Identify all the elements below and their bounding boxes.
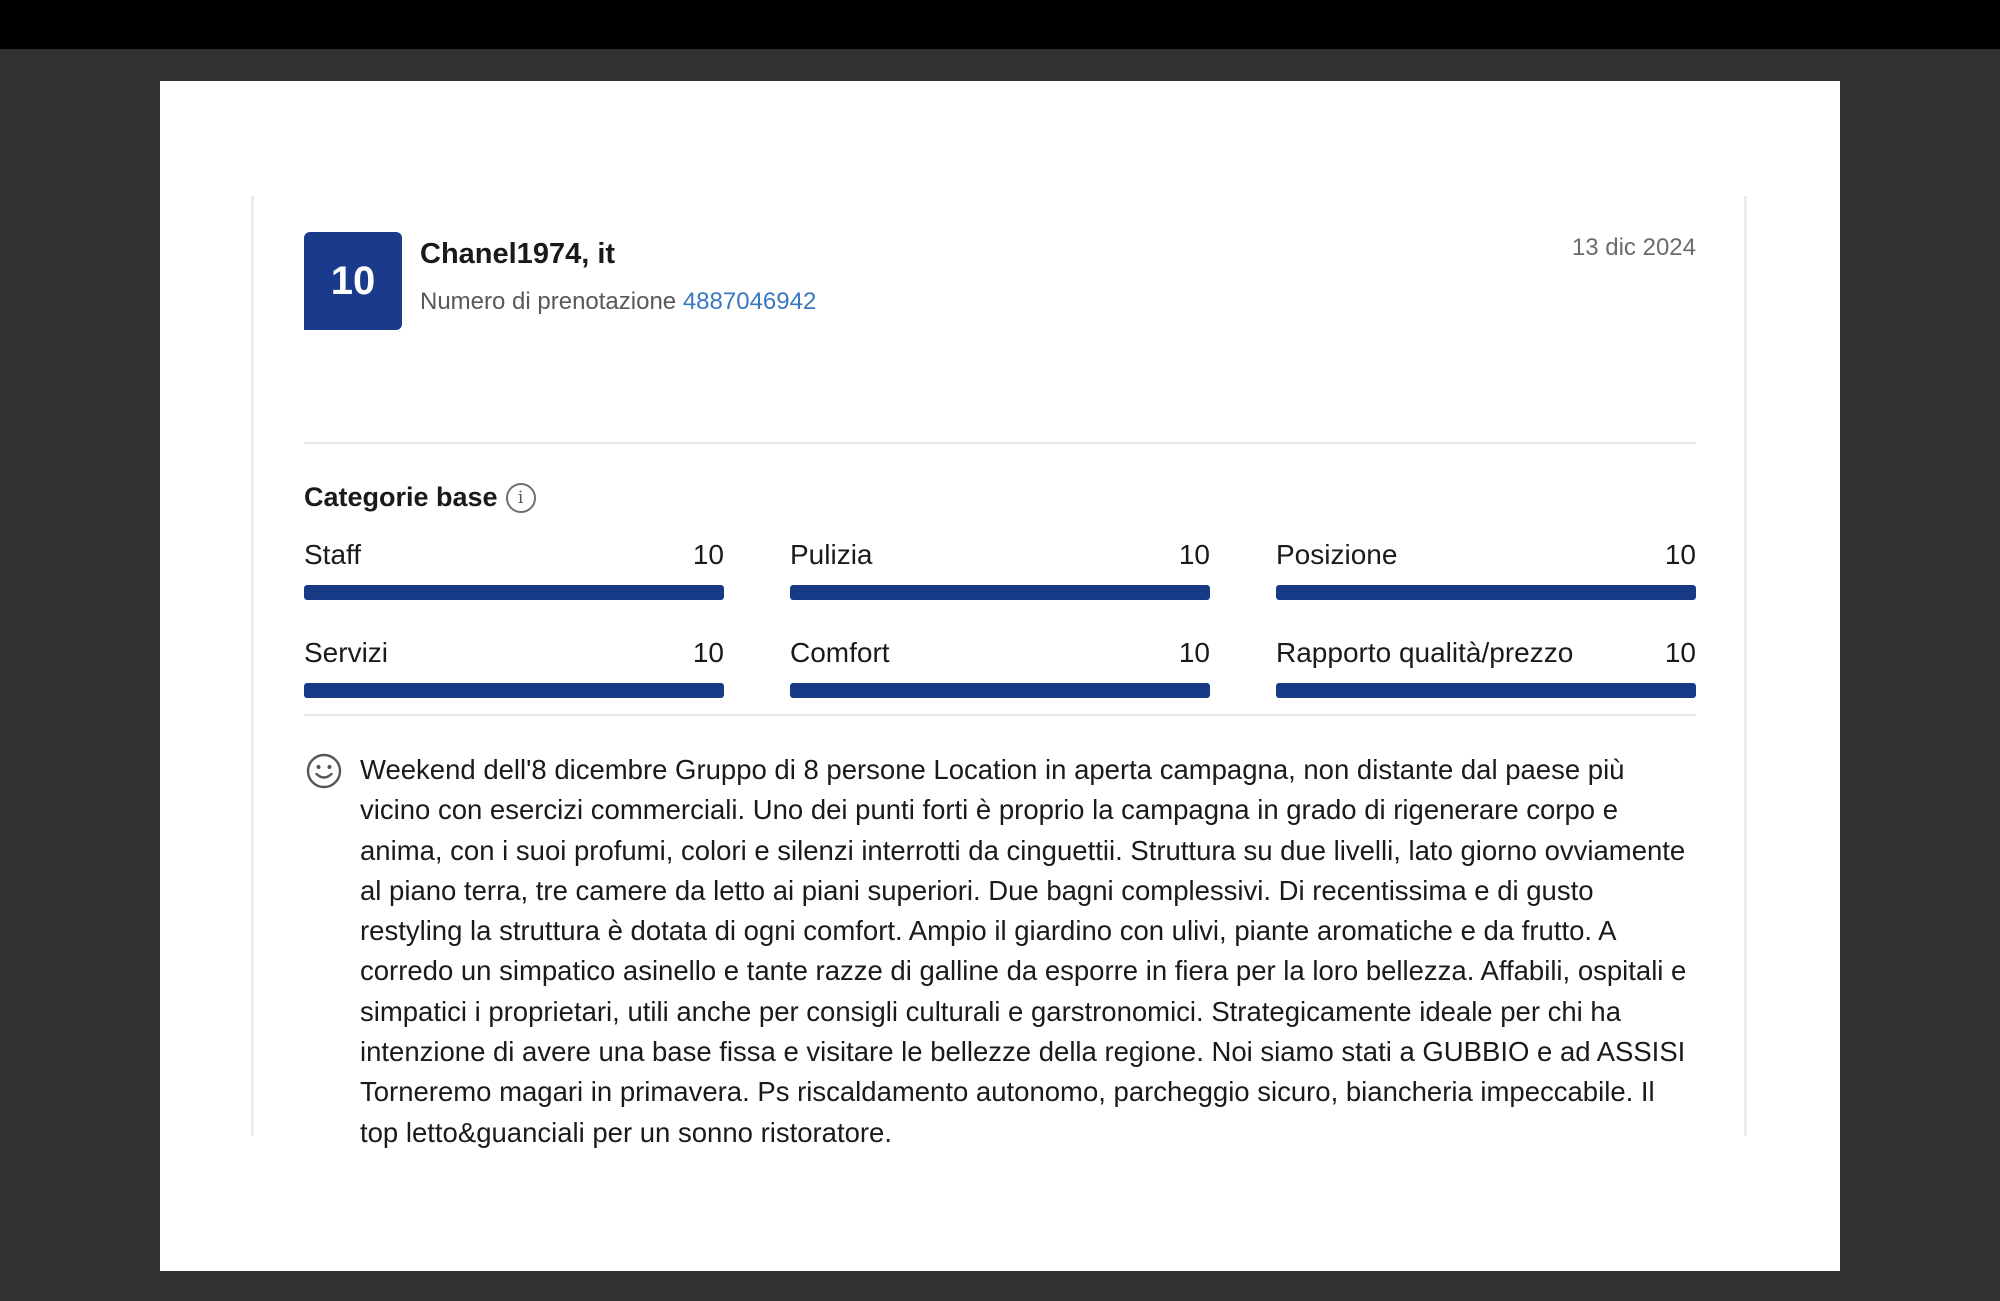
- category-label: Pulizia: [790, 539, 873, 570]
- booking-info: [420, 288, 816, 316]
- category-bar: [790, 585, 1210, 600]
- divider: [304, 714, 1696, 716]
- category-bar: [1276, 683, 1696, 698]
- score-badge: 10: [304, 232, 402, 330]
- reviewer-name: Chanel1974, it: [420, 238, 616, 270]
- category-bar: [304, 585, 724, 600]
- category-value: 10: [692, 637, 724, 668]
- category-bar-fill: [1276, 585, 1696, 600]
- document-page: [160, 81, 1840, 1271]
- divider: [304, 442, 1696, 444]
- smile-icon: [306, 753, 342, 789]
- category-value: 10: [1664, 637, 1696, 668]
- booking-number-link[interactable]: 4887046942: [682, 288, 817, 315]
- category-label: Servizi: [304, 637, 389, 668]
- category-value: 10: [1178, 539, 1210, 570]
- category-label: Posizione: [1276, 539, 1398, 570]
- category-value: 10: [692, 539, 724, 570]
- category-label: Staff: [304, 539, 362, 570]
- categories-title: [304, 482, 536, 513]
- category-bar-fill: [1276, 683, 1696, 698]
- category-label: Comfort: [790, 637, 890, 668]
- info-icon[interactable]: i: [506, 483, 536, 513]
- category-bar: [1276, 585, 1696, 600]
- review-card: [251, 196, 1747, 1148]
- category-value: 10: [1664, 539, 1696, 570]
- review-card-inner: [304, 196, 1696, 1148]
- categories-title-text: Categorie base: [304, 482, 498, 512]
- review-text: Weekend dell'8 dicembre Gruppo di 8 persone Location in aperta campagna, non distante dal paese più vicino con esercizi commerciali. Uno dei punti forti è proprio la campagna in grado di rigenerare corpo e anima, con i suoi profumi, colori e silenzi interrotti da cinguettii. Struttura su due livelli, lato giorno ovviamente al piano terra, tre camere da letto ai piani superiori. Due bagni complessivi. Di recentissima e di gusto restyling la struttura è dotata di ogni comfort. Ampio il giardino con ulivi, piante aromatiche e da frutto. A corredo un simpatico asinello e tante razze di galline da esporre in fiera per la loro bellezza. Affabili, ospitali e simpatici i proprietari, utili anche per consigli culturali e garstronomici. Strategicamente ideale per chi ha intenzione di avere una base fissa e visitare le bellezze della regione. Noi siamo stati a GUBBIO e ad ASSISI Torneremo magari in primavera. Ps riscaldamento autonomo, parcheggio sicuro, biancheria impeccabile. Il top letto&guanciali per un sonno ristoratore.: [360, 754, 1687, 1148]
- top-bar: [0, 0, 2000, 49]
- review-date: 13 dic 2024: [1571, 234, 1696, 261]
- category-label: Rapporto qualità/prezzo: [1276, 637, 1574, 668]
- category-bar: [304, 683, 724, 698]
- category-bar: [790, 683, 1210, 698]
- category-bar-fill: [790, 585, 1210, 600]
- category-value: 10: [1178, 637, 1210, 668]
- booking-label: Numero di prenotazione: [420, 288, 677, 315]
- category-bar-fill: [304, 585, 724, 600]
- category-bar-fill: [304, 683, 724, 698]
- category-bar-fill: [790, 683, 1210, 698]
